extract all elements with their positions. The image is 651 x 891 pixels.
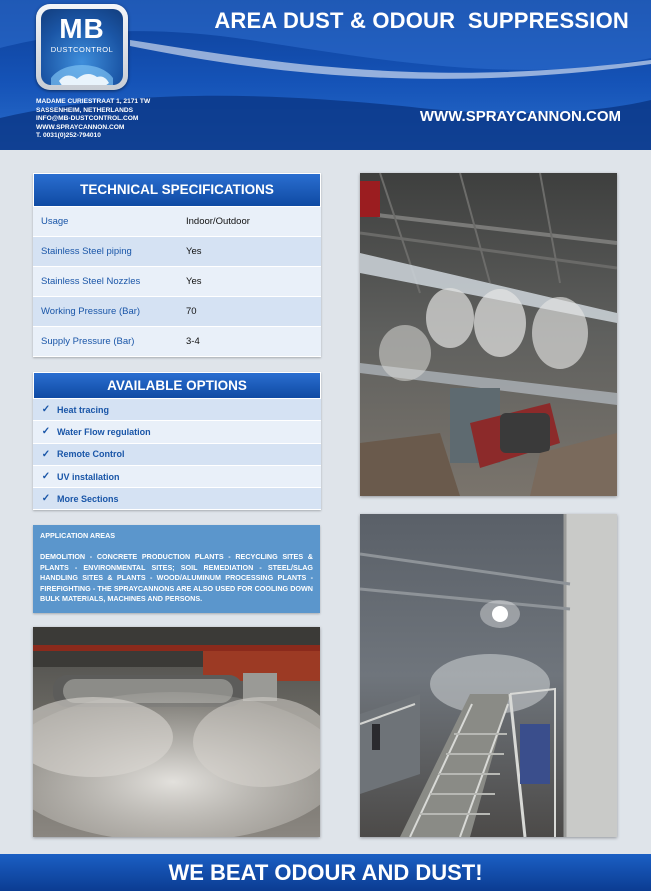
check-icon: ✓ — [41, 493, 51, 505]
company-logo — [36, 4, 128, 90]
check-icon: ✓ — [41, 471, 51, 483]
website-link[interactable]: WWW.SPRAYCANNON.COM — [419, 108, 621, 125]
option-item — [33, 488, 321, 510]
option-label: UV installation — [57, 471, 120, 482]
photo-hall-mist — [360, 173, 617, 496]
contact-block — [36, 98, 150, 141]
spec-label: Usage — [41, 216, 69, 227]
contact-email[interactable]: INFO@MB-DUSTCONTROL.COM — [36, 115, 139, 123]
spec-value: Indoor/Outdoor — [186, 216, 250, 227]
photo-conveyor-dust — [33, 627, 320, 837]
spec-label: Supply Pressure (Bar) — [41, 336, 135, 347]
option-item — [33, 466, 321, 488]
header-banner — [0, 0, 651, 150]
spec-value: Yes — [186, 276, 202, 287]
spec-value: 70 — [186, 306, 197, 317]
options-items — [33, 399, 321, 510]
photo-staircase-mist — [360, 514, 617, 837]
spec-row — [33, 237, 321, 267]
spec-row — [33, 267, 321, 297]
contact-city: SASSENHEIM, NETHERLANDS — [36, 106, 134, 114]
option-label: Remote Control — [57, 449, 125, 460]
spec-label: Stainless Steel Nozzles — [41, 276, 141, 287]
application-text: DEMOLITION - CONCRETE PRODUCTION PLANTS - RECYCLING SITES & PLANTS - ENVIRONMENTAL SITES; SOIL REMEDIATION - STEEL/SLAG HANDLING SITES & PLANTS - WOOD/ALUMINUM PROCESSING PLANTS - FIREFIGHTING - THE SPRAYCANNONS ARE ALSO USED FOR COOLING DOWN BULK MATERIALS, MACHINES AND PERSONS. — [40, 552, 313, 603]
spec-row — [33, 297, 321, 327]
spec-row — [33, 207, 321, 237]
option-label: Water Flow regulation — [57, 426, 151, 437]
options-list — [33, 372, 321, 510]
specs-rows — [33, 207, 321, 357]
logo-subtitle: DUSTCONTROL — [50, 45, 114, 54]
spec-row — [33, 327, 321, 357]
application-areas-box — [33, 525, 320, 613]
page-title: AREA DUST & ODOUR SUPPRESSION — [214, 8, 629, 33]
check-icon: ✓ — [41, 426, 51, 438]
check-icon: ✓ — [41, 448, 51, 460]
option-item — [33, 444, 321, 466]
option-item — [33, 399, 321, 421]
specs-heading: TECHNICAL SPECIFICATIONS — [33, 173, 321, 207]
spec-value: 3-4 — [186, 336, 200, 347]
option-item — [33, 421, 321, 443]
spec-label: Stainless Steel piping — [41, 246, 132, 257]
check-icon: ✓ — [41, 404, 51, 416]
option-label: Heat tracing — [57, 404, 110, 415]
specs-table — [33, 173, 321, 357]
spec-value: Yes — [186, 246, 202, 257]
option-label: More Sections — [57, 493, 119, 504]
spec-label: Working Pressure (Bar) — [41, 306, 141, 317]
logo-letters: MB — [59, 13, 105, 44]
options-heading: AVAILABLE OPTIONS — [33, 372, 321, 399]
footer-slogan: WE BEAT ODOUR AND DUST! — [0, 854, 651, 891]
application-heading: APPLICATION AREAS — [40, 531, 116, 540]
contact-website[interactable]: WWW.SPRAYCANNON.COM — [36, 123, 125, 131]
globe-icon — [51, 55, 113, 85]
contact-phone: T. 0031(0)252-794010 — [36, 132, 101, 140]
contact-address: MADAME CURIESTRAAT 1, 2171 TW — [36, 98, 151, 105]
